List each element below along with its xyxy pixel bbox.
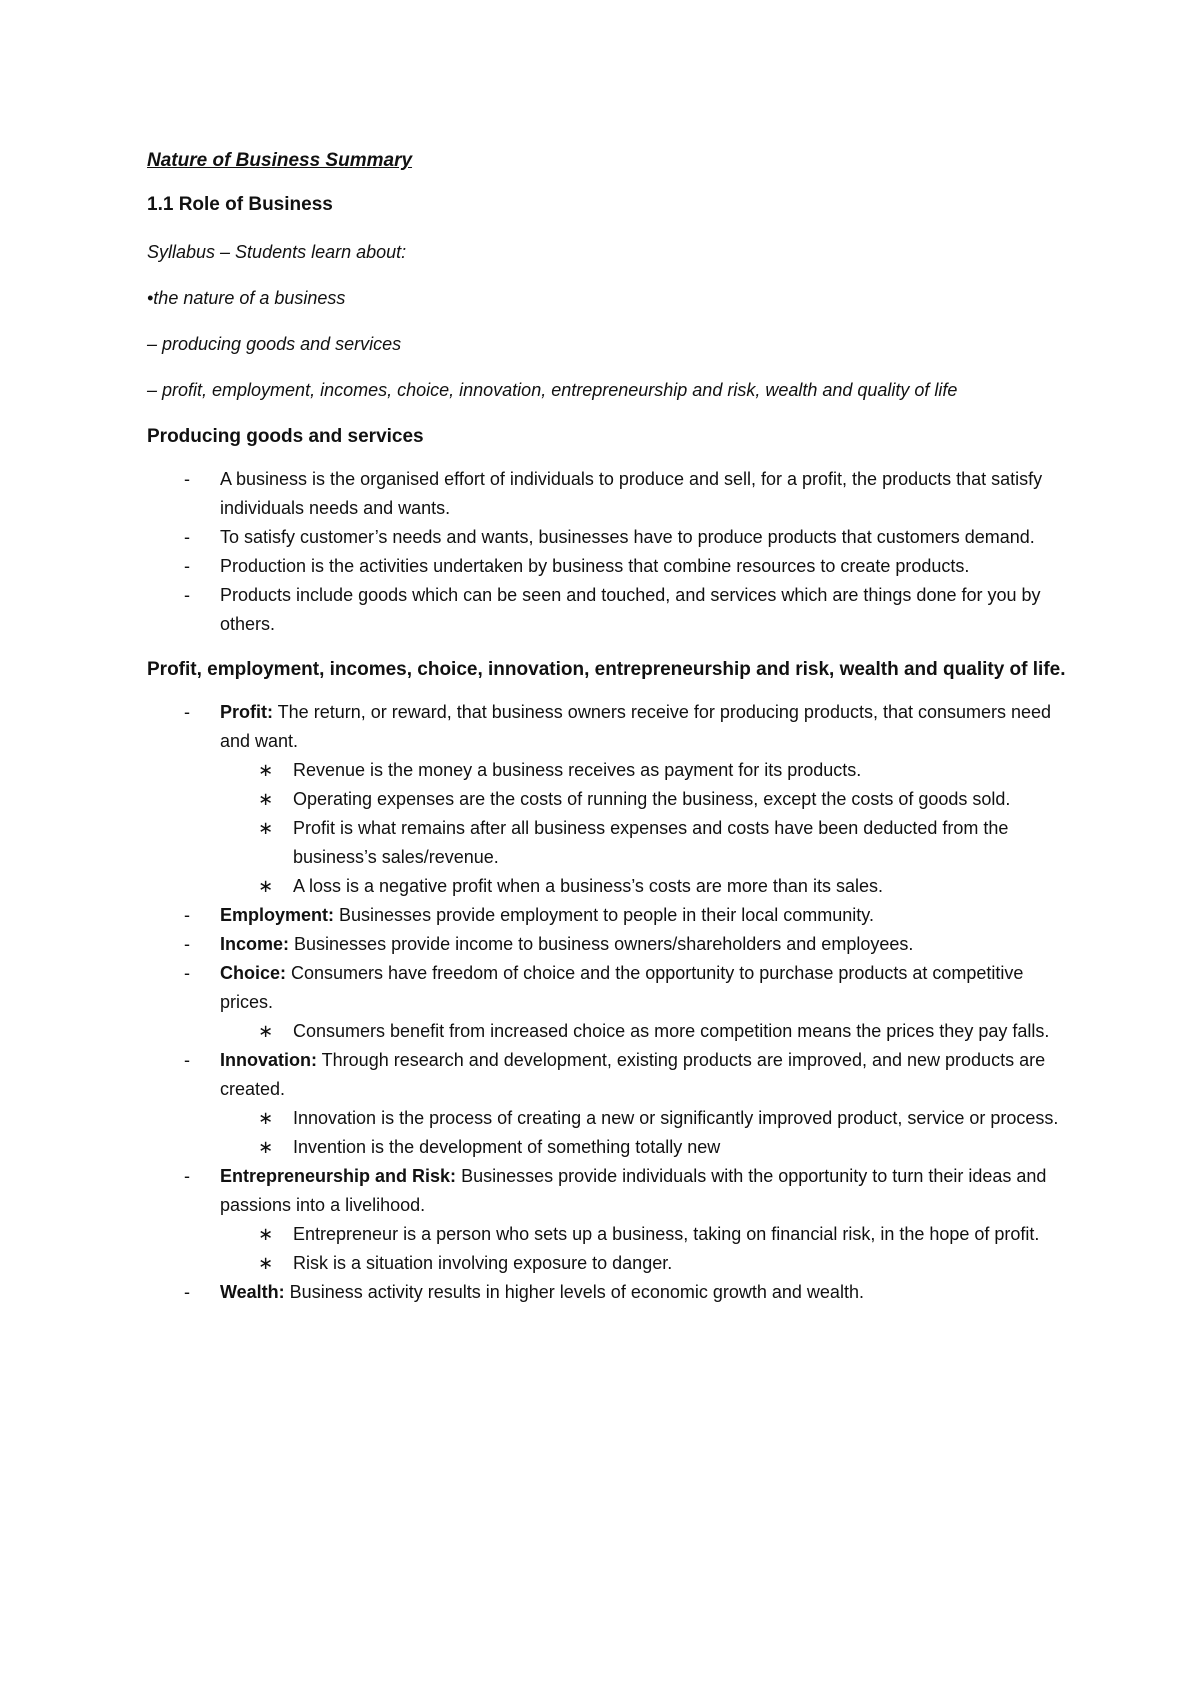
document-content bbox=[147, 150, 1067, 1323]
term-label: Employment: bbox=[220, 905, 335, 925]
profit-section-heading: Profit, employment, incomes, choice, innovation, entrepreneurship and risk, wealth and quality of life. bbox=[147, 659, 1066, 680]
asterisk-marker: ∗ bbox=[258, 1253, 274, 1273]
dash-marker: - bbox=[184, 585, 190, 605]
producing-list bbox=[147, 465, 1067, 639]
term-description: Through research and development, existing products are improved, and new products are created. bbox=[220, 1050, 1046, 1099]
sub-list-item bbox=[220, 1017, 1067, 1046]
sub-list-item bbox=[220, 1104, 1067, 1133]
asterisk-marker: ∗ bbox=[258, 1224, 274, 1244]
asterisk-marker: ∗ bbox=[258, 1021, 274, 1041]
term-description: Consumers have freedom of choice and the opportunity to purchase products at competitive prices. bbox=[220, 963, 1024, 1012]
asterisk-marker: ∗ bbox=[258, 876, 274, 896]
producing-heading: Producing goods and services bbox=[147, 426, 424, 447]
list-item bbox=[147, 552, 1067, 581]
sub-item-text: Invention is the development of something totally new bbox=[293, 1137, 721, 1157]
sub-item-text: Consumers benefit from increased choice as more competition means the prices they pay falls. bbox=[293, 1021, 1050, 1041]
dash-marker: - bbox=[184, 1050, 190, 1070]
document-title: Nature of Business Summary bbox=[147, 150, 413, 171]
list-item-profit bbox=[147, 698, 1067, 901]
sub-list bbox=[220, 1104, 1067, 1162]
sub-list-item bbox=[220, 814, 1067, 872]
sub-item-text: Risk is a situation involving exposure to danger. bbox=[293, 1253, 673, 1273]
dash-marker: - bbox=[184, 963, 190, 983]
term-label: Profit: bbox=[220, 702, 273, 722]
list-item-choice bbox=[147, 959, 1067, 1046]
term-label: Income: bbox=[220, 934, 290, 954]
sub-list-item bbox=[220, 872, 1067, 901]
list-item-entrepreneurship bbox=[147, 1162, 1067, 1278]
term-description: The return, or reward, that business owners receive for producing products, that consumers need and want. bbox=[220, 702, 1052, 751]
sub-list-item bbox=[220, 756, 1067, 785]
dash-marker: - bbox=[184, 934, 190, 954]
term-label: Innovation: bbox=[220, 1050, 317, 1070]
asterisk-marker: ∗ bbox=[258, 1108, 274, 1128]
dash-marker: - bbox=[184, 556, 190, 576]
syllabus-intro: Syllabus – Students learn about: bbox=[147, 242, 407, 262]
dash-marker: - bbox=[184, 1282, 190, 1302]
term-description: Businesses provide employment to people in their local community. bbox=[334, 905, 874, 925]
asterisk-marker: ∗ bbox=[258, 1137, 274, 1157]
term-description: Business activity results in higher levels of economic growth and wealth. bbox=[284, 1282, 864, 1302]
sub-item-text: Revenue is the money a business receives as payment for its products. bbox=[293, 760, 862, 780]
term-label: Entrepreneurship and Risk: bbox=[220, 1166, 457, 1186]
list-item-text: Products include goods which can be seen and touched, and services which are things done for you by others. bbox=[220, 585, 1041, 634]
section-heading: 1.1 Role of Business bbox=[147, 194, 333, 215]
term-description: Businesses provide individuals with the opportunity to turn their ideas and passions into a livelihood. bbox=[220, 1166, 1047, 1215]
list-item-income bbox=[147, 930, 1067, 959]
sub-list-item bbox=[220, 1133, 1067, 1162]
sub-list-item bbox=[220, 1249, 1067, 1278]
list-item bbox=[147, 523, 1067, 552]
sub-item-text: Operating expenses are the costs of running the business, except the costs of goods sold. bbox=[293, 789, 1011, 809]
sub-list bbox=[220, 1017, 1067, 1046]
dash-marker: - bbox=[184, 1166, 190, 1186]
list-item-text: To satisfy customer’s needs and wants, businesses have to produce products that customers demand. bbox=[220, 527, 1035, 547]
syllabus-item: •the nature of a business bbox=[147, 288, 346, 308]
profit-section-list bbox=[147, 698, 1067, 1307]
sub-item-text: Entrepreneur is a person who sets up a business, taking on financial risk, in the hope of profit. bbox=[293, 1224, 1040, 1244]
asterisk-marker: ∗ bbox=[258, 789, 274, 809]
list-item-wealth bbox=[147, 1278, 1067, 1307]
dash-marker: - bbox=[184, 527, 190, 547]
sub-item-text: A loss is a negative profit when a business’s costs are more than its sales. bbox=[293, 876, 883, 896]
dash-marker: - bbox=[184, 469, 190, 489]
syllabus-item: – profit, employment, incomes, choice, innovation, entrepreneurship and risk, wealth and quality of life bbox=[147, 380, 958, 400]
sub-item-text: Innovation is the process of creating a new or significantly improved product, service or process. bbox=[293, 1108, 1059, 1128]
list-item-text: Production is the activities undertaken by business that combine resources to create products. bbox=[220, 556, 970, 576]
term-label: Choice: bbox=[220, 963, 287, 983]
list-item bbox=[147, 581, 1067, 639]
term-label: Wealth: bbox=[220, 1282, 285, 1302]
list-item-text: A business is the organised effort of individuals to produce and sell, for a profit, the products that satisfy individuals needs and wants. bbox=[220, 469, 1043, 518]
term-description: Businesses provide income to business owners/shareholders and employees. bbox=[289, 934, 914, 954]
list-item bbox=[147, 465, 1067, 523]
sub-list bbox=[220, 756, 1067, 901]
sub-list bbox=[220, 1220, 1067, 1278]
asterisk-marker: ∗ bbox=[258, 818, 274, 838]
syllabus-item: – producing goods and services bbox=[147, 334, 402, 354]
sub-item-text: Profit is what remains after all business expenses and costs have been deducted from the business’s sales/revenue. bbox=[293, 818, 1009, 867]
sub-list-item bbox=[220, 1220, 1067, 1249]
dash-marker: - bbox=[184, 905, 190, 925]
list-item-employment bbox=[147, 901, 1067, 930]
sub-list-item bbox=[220, 785, 1067, 814]
list-item-innovation bbox=[147, 1046, 1067, 1162]
dash-marker: - bbox=[184, 702, 190, 722]
asterisk-marker: ∗ bbox=[258, 760, 274, 780]
